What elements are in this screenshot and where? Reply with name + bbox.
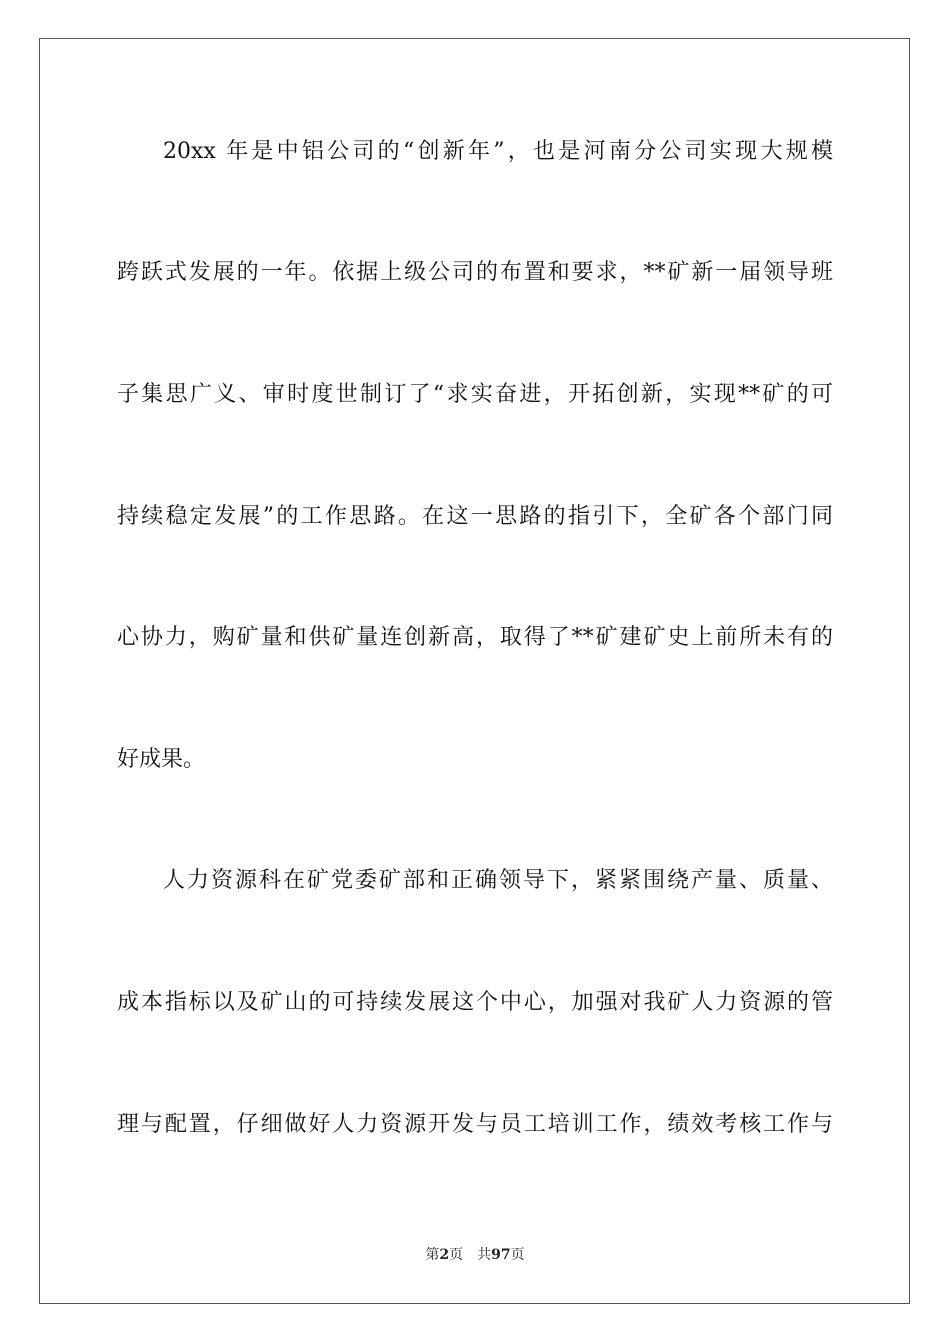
paragraph-1-line-5: 心协力，购矿量和供矿量连创新高，取得了**矿建矿史上前所未有的 <box>117 625 833 650</box>
paragraph-2-line-1: 人力资源科在矿党委矿部和正确领导下，紧紧围绕产量、质量、 <box>163 868 833 893</box>
page-number: 2 <box>439 1247 450 1263</box>
total-prefix: 共 <box>477 1247 492 1263</box>
page-prefix: 第 <box>425 1247 440 1263</box>
total-pages: 97 <box>491 1247 511 1263</box>
page-footer <box>0 1245 950 1265</box>
page-suffix: 页 <box>449 1247 464 1263</box>
paragraph-1-line-4: 持续稳定发展”的工作思路。在这一思路的指引下，全矿各个部门同 <box>117 504 833 529</box>
paragraph-2-line-3: 理与配置，仔细做好人力资源开发与员工培训工作，绩效考核工作与 <box>117 1112 833 1137</box>
paragraph-2-line-2: 成本指标以及矿山的可持续发展这个中心，加强对我矿人力资源的管 <box>117 990 833 1015</box>
paragraph-1-line-2: 跨跃式发展的一年。依据上级公司的布置和要求，**矿新一届领导班 <box>117 260 833 285</box>
paragraph-1-line-6: 好成果。 <box>117 747 206 772</box>
paragraph-1-line-1: 20xx 年是中铝公司的“创新年”，也是河南分公司实现大规模 <box>163 139 833 164</box>
paragraph-1-line-3: 子集思广义、审时度世制订了“求实奋进，开拓创新，实现**矿的可 <box>117 382 833 407</box>
total-suffix: 页 <box>510 1247 525 1263</box>
